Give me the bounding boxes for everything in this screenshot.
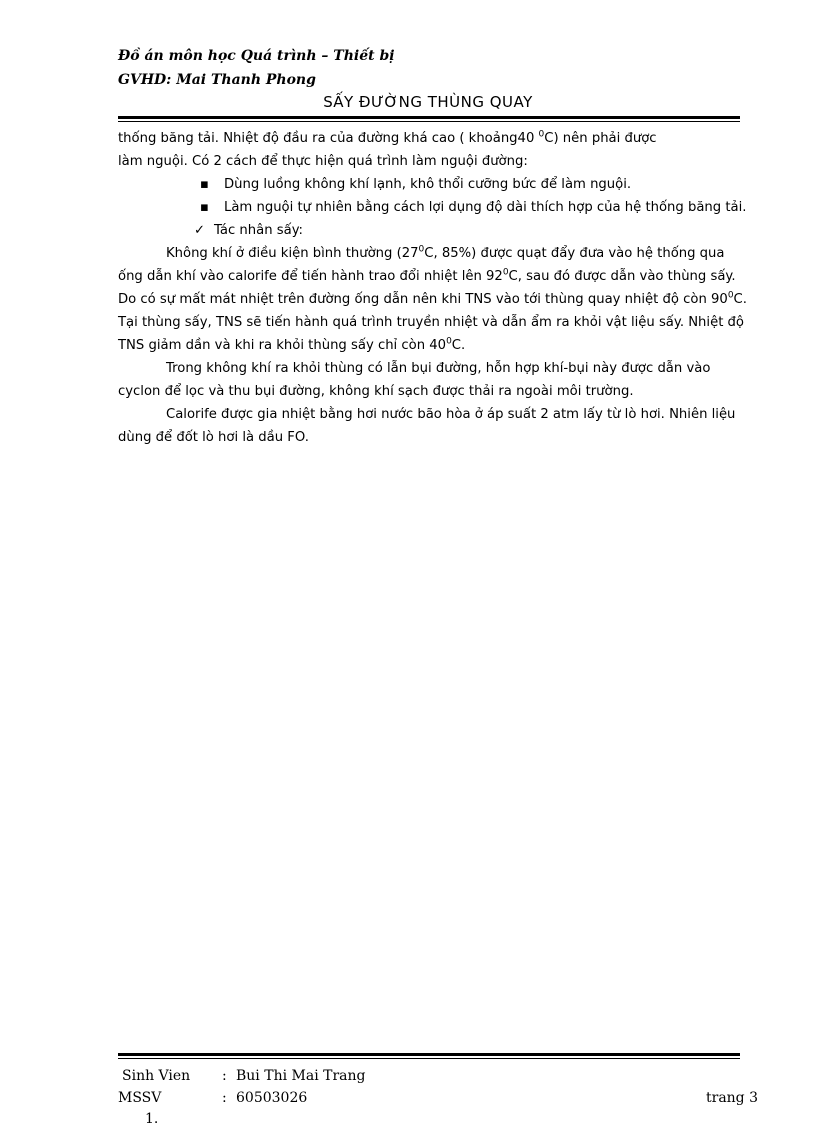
superscript: 0 [418, 244, 425, 255]
page-number: trang 3 [706, 1090, 759, 1106]
paragraph-4: Calorife được gia nhiệt bằng hơi nước bão hòa ở áp suất 2 atm lấy từ lò hơi. Nhiên liệu dùng để đốt lò hơi là dầu FO. [118, 407, 736, 445]
paragraph-1-line-1 [118, 127, 748, 150]
footer-rule-thin [118, 1058, 740, 1059]
header-rule-thick [118, 116, 740, 119]
header-rule-thin [118, 121, 740, 122]
bullet-item [118, 173, 748, 196]
footer-colon: : [222, 1068, 227, 1084]
text-run: Không khí ở điều kiện bình thường (27 [166, 246, 419, 261]
square-bullet-icon: ▪ [200, 200, 209, 215]
footer-note: 1. [145, 1111, 159, 1127]
page-title: SẤY ĐƯỜNG THÙNG QUAY [323, 93, 533, 111]
text-run: C. [451, 338, 466, 353]
check-text: Tác nhân sấy: [214, 223, 303, 238]
footer-rule-thick [118, 1053, 740, 1056]
superscript: 0 [446, 336, 452, 347]
document-body [118, 127, 748, 449]
footer-student-name: Bui Thi Mai Trang [236, 1068, 366, 1084]
footer-student-id: 60503026 [236, 1090, 308, 1106]
superscript: 0 [538, 129, 545, 140]
square-bullet-icon: ▪ [200, 177, 209, 192]
text-run: thống băng tải. Nhiệt độ đầu ra của đường khá cao ( khoảng40 [118, 131, 539, 146]
bullet-item [118, 196, 748, 219]
text-run: C) nên phải được [544, 131, 657, 146]
footer-student-label: Sinh Vien [122, 1068, 191, 1084]
bullet-text: Dùng luồng không khí lạnh, khô thổi cưỡng bức để làm nguội. [224, 177, 632, 192]
footer-id-label: MSSV [118, 1090, 162, 1106]
text-run: C, sau đó được dẫn vào thùng sấy. Do có sự mất mát nhiệt trên đường ống dẫn nên khi TNS vào tới thùng quay nhiệt độ còn 90 [118, 269, 736, 307]
check-item [118, 219, 748, 242]
bullet-text: Làm nguội tự nhiên bằng cách lợi dụng độ dài thích hợp của hệ thống băng tải. [224, 200, 747, 215]
header-course-title: Đồ án môn học Quá trình – Thiết bị [118, 48, 395, 64]
footer-colon: : [222, 1090, 227, 1106]
header-advisor: GVHD: Mai Thanh Phong [118, 72, 316, 88]
paragraph-1-line-2: làm nguội. Có 2 cách để thực hiện quá trình làm nguội đường: [118, 154, 528, 169]
paragraph-2 [118, 242, 748, 357]
superscript: 0 [727, 290, 734, 301]
superscript: 0 [502, 267, 509, 278]
text-run: C, 85%) được quạt đẩy đưa vào hệ thống qua ống dẫn khí vào calorife để tiến hành trao đổi nhiệt lên 92 [118, 246, 725, 284]
paragraph-3: Trong không khí ra khỏi thùng có lẫn bụi đường, hỗn hợp khí-bụi này được dẫn vào cyclon để lọc và thu bụi đường, không khí sạch được thải ra ngoài môi trường. [118, 361, 711, 399]
checkmark-icon: ✓ [194, 223, 206, 238]
text-run: C. Tại thùng sấy, TNS sẽ tiến hành quá trình truyền nhiệt và dẫn ẩm ra khỏi vật liệu sấy. Nhiệt độ TNS giảm dần và khi ra khỏi thùng sấy chỉ còn 40 [118, 292, 747, 353]
